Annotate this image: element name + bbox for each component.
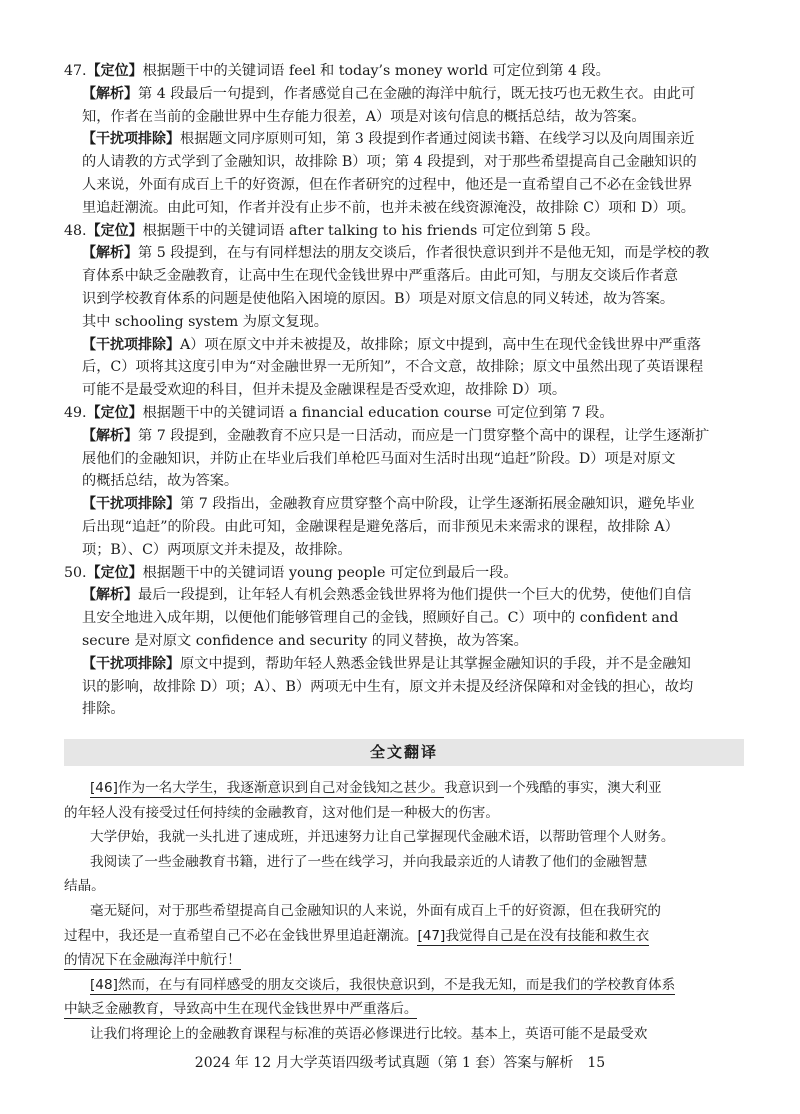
underlined-answer-text: 的情况下在金融海洋中航行！ [64, 952, 241, 969]
analysis-line [64, 311, 744, 334]
analysis-text: 且安全地进入成年期，以便他们能够管理自己的金钱，照顾好自己。C）项中的 confident and [82, 610, 679, 627]
analysis-line [64, 402, 744, 425]
analysis-line [64, 174, 744, 197]
analysis-line [64, 379, 744, 402]
translation-line [64, 973, 744, 998]
translation-line [64, 874, 744, 899]
translation-heading: 全文翻译 [64, 739, 744, 766]
analysis-text: 可能不是最受欢迎的科目，但并未提及金融课程是否受欢迎，故排除 D）项。 [82, 382, 567, 399]
analysis-text: secure 是对原文 confidence and security 的同义替换，故为答案。 [82, 632, 528, 649]
analysis-line [64, 562, 744, 585]
analysis-line [64, 242, 744, 265]
section-tag: 【干扰项排除】 [82, 496, 180, 513]
analysis-line [64, 653, 744, 676]
translation-text: 大学伊始，我就一头扎进了速成班，并迅速努力让自己掌握现代金融术语，以帮助管理个人财务。 [90, 829, 675, 846]
section-tag: 【定位】 [86, 222, 143, 239]
translation-line [64, 997, 744, 1022]
section-tag: 【定位】 [86, 404, 143, 421]
translation-text: 我阅读了一些金融教育书籍，进行了一些在线学习，并向我最亲近的人请教了他们的金融智慧 [90, 853, 648, 870]
analysis-text: A）项在原文中并未被提及，故排除；原文中提到，高中生在现代金钱世界中严重落 [180, 336, 701, 353]
analysis-line [64, 265, 744, 288]
analysis-text: 的概括总结，故为答案。 [82, 473, 239, 490]
analysis-text: 人来说，外面有成百上千的好资源，但在作者研究的过程中，他还是一直希望自己不必在金钱世界 [82, 176, 693, 193]
analysis-line [64, 220, 744, 243]
analysis-line [64, 128, 744, 151]
analysis-line [64, 288, 744, 311]
analysis-text: 其中 schooling system 为原文复现。 [82, 313, 328, 330]
translation-text: 结晶。 [64, 878, 105, 895]
analysis-text: 最后一段提到，让年轻人有机会熟悉金钱世界将为他们提供一个巨大的优势，使他们自信 [138, 587, 692, 604]
page-footer: 2024 年 12 月大学英语四级考试真题（第 1 套）答案与解析 15 [194, 1055, 606, 1071]
section-tag: 【解析】 [82, 427, 138, 444]
translation-line [64, 948, 744, 973]
translation-line [64, 924, 744, 949]
analysis-text: 的人请教的方式学到了金融知识，故排除 B）项；第 4 段提到，对于那些希望提高自己金融知识的 [82, 154, 697, 171]
question-analysis-list [64, 60, 744, 721]
analysis-line [64, 356, 744, 379]
section-tag: 【解析】 [82, 587, 138, 604]
analysis-text: 后，C）项将其这度引申为“对金融世界一无所知”，不合文意，故排除；原文中虽然出现了英语课程 [82, 359, 704, 376]
analysis-line [64, 448, 744, 471]
answer-page [64, 60, 744, 1047]
analysis-text: 育体系中缺乏金融教育，让高中生在现代金钱世界中严重落后。由此可知，与朋友交谈后作者意 [82, 268, 678, 285]
analysis-line [64, 425, 744, 448]
translation-line [64, 899, 744, 924]
analysis-line [64, 539, 744, 562]
analysis-text: 第 4 段最后一句提到，作者感觉自己在金融的海洋中航行，既无技巧也无救生衣。由此可 [138, 85, 696, 102]
analysis-line [64, 607, 744, 630]
analysis-text: 第 7 段提到，金融教育不应只是一日活动，而应是一门贯穿整个高中的课程，让学生逐渐扩 [138, 427, 710, 444]
analysis-line [64, 151, 744, 174]
translation-text: 过程中，我还是一直希望自己不必在金钱世界里追赶潮流。 [64, 927, 418, 944]
analysis-text: 项；B）、C）两项原文并未提及，故排除。 [82, 541, 352, 558]
question-48 [64, 220, 744, 402]
analysis-text: 识到学校教育体系的问题是使他陷入困境的原因。B）项是对原文信息的同义转述，故为答案。 [82, 290, 675, 307]
section-tag: 【干扰项排除】 [82, 655, 180, 672]
analysis-text: 根据题文同序原则可知，第 3 段提到作者通过阅读书籍、在线学习以及向周围亲近 [180, 131, 695, 148]
analysis-line [64, 630, 744, 653]
full-translation [64, 776, 744, 1047]
translation-text: 让我们将理论上的金融教育课程与标准的英语必修课进行比较。基本上，英语可能不是最受欢 [90, 1026, 648, 1043]
analysis-text: 根据题干中的关键词语 a financial education course 可定位到第 7 段。 [142, 404, 614, 421]
question-number: 49. [64, 404, 87, 421]
translation-line [64, 776, 744, 801]
underlined-answer-text: 中缺乏金融教育，导致高中生在现代金钱世界中严重落后。 [64, 1001, 418, 1018]
translation-line [64, 825, 744, 850]
section-tag: 【干扰项排除】 [82, 131, 180, 148]
translation-text: 的年轻人没有接受过任何持续的金融教育，这对他们是一种极大的伤害。 [64, 804, 499, 821]
question-number: 47. [64, 63, 87, 79]
analysis-line [64, 197, 744, 220]
analysis-text: 原文中提到，帮助年轻人熟悉金钱世界是让其掌握金融知识的手段，并不是金融知 [180, 655, 691, 672]
question-number: 48. [64, 222, 87, 239]
analysis-line [64, 83, 744, 106]
underlined-answer-text: [47]我觉得自己是在没有技能和救生衣 [417, 927, 650, 944]
underlined-answer-text: [48]然而，在与有同样感受的朋友交谈后，我很快意识到，不是我无知，而是我们的学校教育体系 [90, 976, 676, 993]
analysis-line [64, 493, 744, 516]
analysis-line [64, 698, 744, 721]
question-50 [64, 562, 744, 722]
analysis-text: 排除。 [82, 701, 125, 718]
analysis-text: 第 7 段指出，金融教育应贯穿整个高中阶段，让学生逐渐拓展金融知识，避免毕业 [180, 496, 695, 513]
analysis-line [64, 516, 744, 539]
analysis-text: 根据题干中的关键词语 feel 和 today’s money world 可定位到第 4 段。 [142, 63, 610, 79]
section-tag: 【干扰项排除】 [82, 336, 180, 353]
section-tag: 【定位】 [86, 63, 143, 79]
question-number: 50. [64, 564, 87, 581]
analysis-text: 识的影响，故排除 D）项；A）、B）两项无中生有，原文并未提及经济保障和对金钱的担心，故均 [82, 678, 694, 695]
section-tag: 【解析】 [82, 245, 138, 262]
analysis-line [64, 584, 744, 607]
analysis-line [64, 106, 744, 129]
translation-line [64, 850, 744, 875]
analysis-text: 第 5 段提到，在与有同样想法的朋友交谈后，作者很快意识到并不是他无知，而是学校的教 [138, 245, 710, 262]
underlined-answer-text: [46]作为一名大学生，我逐渐意识到自己对金钱知之甚少。 [90, 780, 445, 797]
translation-line [64, 1022, 744, 1047]
section-tag: 【定位】 [86, 564, 143, 581]
analysis-line [64, 676, 744, 699]
question-49 [64, 402, 744, 562]
analysis-line [64, 60, 744, 83]
analysis-line [64, 334, 744, 357]
analysis-text: 根据题干中的关键词语 young people 可定位到最后一段。 [142, 564, 518, 581]
translation-line [64, 801, 744, 826]
analysis-line [64, 470, 744, 493]
section-tag: 【解析】 [82, 85, 138, 102]
translation-text: 我意识到一个残酷的事实，澳大利亚 [444, 780, 662, 797]
translation-text: 毫无疑问，对于那些希望提高自己金融知识的人来说，外面有成百上千的好资源，但在我研究的 [90, 903, 661, 920]
analysis-text: 知，作者在当前的金融世界中生存能力很差，A）项是对该句信息的概括总结，故为答案。 [82, 108, 646, 125]
analysis-text: 展他们的金融知识，并防止在毕业后我们单枪匹马面对生活时出现“追赶”阶段。D）项是对原文 [82, 450, 676, 467]
analysis-text: 后出现“追赶”的阶段。由此可知，金融课程是避免落后，而非预见未来需求的课程，故排除 A） [82, 518, 679, 535]
question-47 [64, 60, 744, 220]
analysis-text: 根据题干中的关键词语 after talking to his friends 可定位到第 5 段。 [142, 222, 600, 239]
analysis-text: 里追赶潮流。由此可知，作者并没有止步不前，也并未被在线资源淹没，故排除 C）项和 D）项。 [82, 199, 695, 216]
